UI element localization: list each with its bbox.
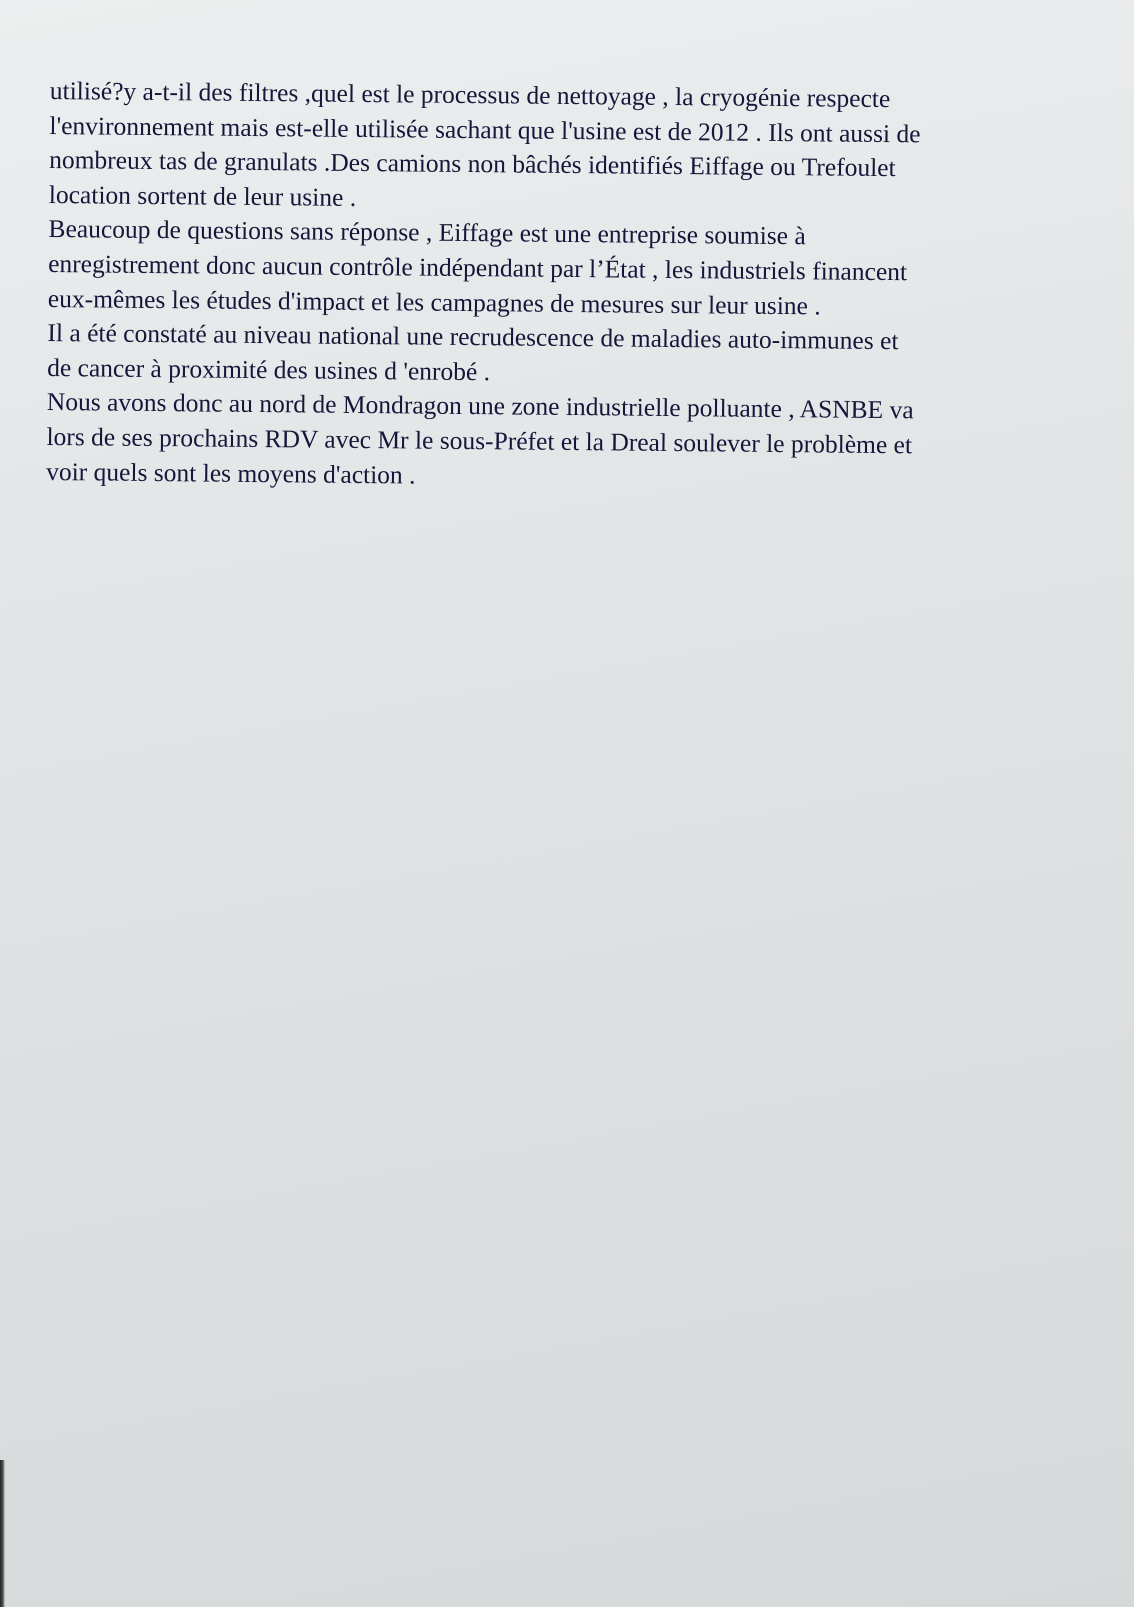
paragraph-health-findings xyxy=(47,316,1068,395)
text-line: Beaucoup de questions sans réponse , Eiffage est une entreprise soumise à xyxy=(48,214,806,251)
text-line: l'environnement mais est-elle utilisée sachant que l'usine est de 2012 . Ils ont aussi de xyxy=(49,110,921,148)
text-line: Il a été constaté au niveau national une recrudescence de maladies auto-immunes et xyxy=(47,318,899,356)
paragraph-filters-cryogenics xyxy=(49,74,1070,222)
text-line: location sortent de leur usine . xyxy=(48,179,357,212)
text-line: nombreux tas de granulats .Des camions non bâchés identifiés Eiffage ou Trefoulet xyxy=(49,145,896,183)
text-line: eux-mêmes les études d'impact et les campagnes de mesures sur leur usine . xyxy=(47,283,821,320)
text-line: voir quels sont les moyens d'action . xyxy=(46,456,416,490)
text-line: enregistrement donc aucun contrôle indépendant par l’État , les industriels financent xyxy=(48,248,908,287)
text-line: de cancer à proximité des usines d 'enrobé . xyxy=(47,352,491,386)
text-line: utilisé?y a-t-il des filtres ,quel est le processus de nettoyage , la cryogénie respecte xyxy=(49,75,891,114)
text-line: lors de ses prochains RDV avec Mr le sous-Préfet et la Dreal soulever le problème et xyxy=(46,421,913,460)
document-body xyxy=(46,74,1070,499)
text-line: Nous avons donc au nord de Mondragon une zone industrielle polluante , ASNBE va xyxy=(46,387,914,425)
paragraph-conclusion xyxy=(46,385,1067,499)
page-edge-shadow xyxy=(0,1460,5,1607)
paragraph-unanswered-questions xyxy=(48,212,1069,326)
